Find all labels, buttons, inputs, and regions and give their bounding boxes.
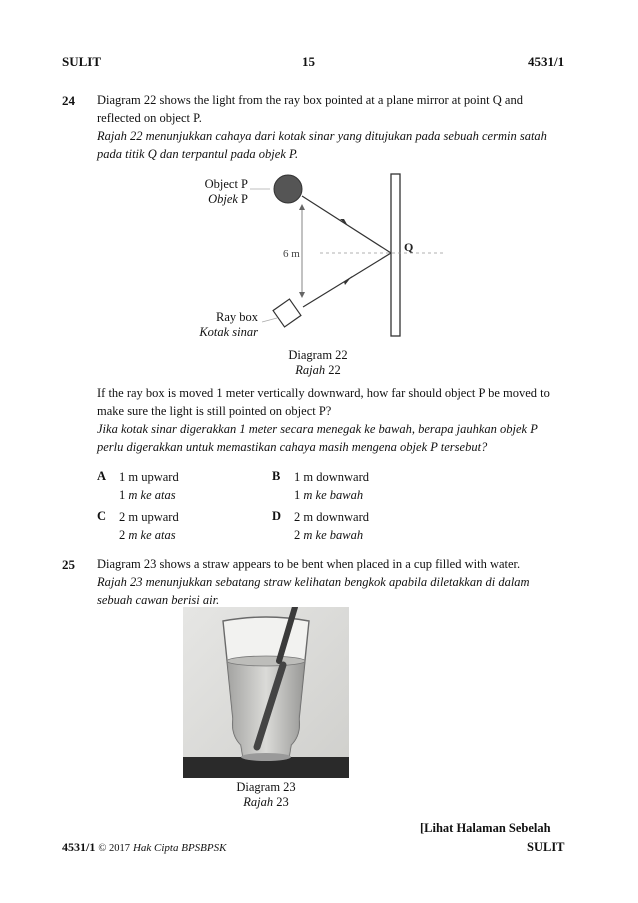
option-a-ms-num: 1 [119,488,126,502]
option-b-letter: B [272,469,281,483]
question-en-line-1: If the ray box is moved 1 meter vertically downward, how far should object P be moved to [97,386,550,400]
option-d-ms: m ke bawah [303,528,364,542]
ray-box-label-ms: Kotak sinar [199,325,258,339]
object-p-label-en: Object P [204,177,248,191]
water-surface [227,656,305,666]
plane-mirror [391,174,400,336]
option-b-en: 1 m downward [294,470,369,484]
stem-en-line-2: reflected on object P. [97,111,202,125]
option-d-letter: D [272,509,282,523]
question-25-number: 25 [62,557,75,572]
distance-arrow-up [299,204,305,210]
diagram-23-caption [216,780,316,810]
object-p-label-ms: Objek [208,192,238,206]
footer-publisher: Hak Cipta BPSBPSK [132,842,227,854]
footer-copyright: © 2017 [98,843,130,854]
object-p-label [186,177,248,207]
option-a-en: 1 m upward [119,470,179,484]
stem-en-line-1: Diagram 22 shows the light from the ray box pointed at a plane mirror at point Q and [97,93,523,107]
option-c-ms: m ke atas [128,528,176,542]
option-c-text [119,508,259,544]
option-b-text [294,468,434,504]
footer-left [62,840,226,855]
question-24-stem [97,91,567,163]
ray-box-leader [262,318,277,322]
q25-stem-ms-line-2: sebuah cawan berisi air. [97,593,220,607]
option-b-ms-num: 1 [294,488,301,502]
object-p-label-letter: P [241,192,248,206]
question-en-line-2: make sure the light is still pointed on object P? [97,404,332,418]
ray-box [273,299,301,327]
diagram-22 [240,168,450,348]
caption-ms-num: 22 [328,363,341,377]
stem-ms-line-1: Rajah 22 menunjukkan cahaya dari kotak sinar yang ditujukan pada sebuah cermin satah [97,129,547,143]
option-d-ms-num: 2 [294,528,301,542]
next-page-note: [Lihat Halaman Sebelah [420,821,551,835]
diagram-22-caption [268,348,368,378]
footer-sulit: SULIT [527,840,565,854]
option-c-letter: C [97,509,107,523]
caption-ms-word: Rajah [295,363,326,377]
q25-stem-en: Diagram 23 shows a straw appears to be bent when placed in a cup filled with water. [97,557,521,571]
header-right: 4531/1 [528,54,565,69]
question-25-stem [97,555,567,609]
caption-en: Diagram 22 [288,348,348,362]
point-q-label: Q [404,240,414,254]
diagram-23-photo [183,607,349,778]
footer-code: 4531/1 [62,840,96,854]
option-d-text [294,508,434,544]
distance-arrow-down [299,292,305,298]
object-p [274,175,302,203]
q25-stem-ms-line-1: Rajah 23 menunjukkan sebatang straw kelihatan bengkok apabila diletakkan di dalam [97,575,530,589]
option-d-en: 2 m downward [294,510,369,524]
diagram-23-caption-ms-word: Rajah [243,795,274,809]
question-ms-line-2: perlu digerakkan untuk memastikan cahaya masih mengena objek P tersebut? [97,440,488,454]
option-b-ms: m ke bawah [303,488,364,502]
ray-box-label-en: Ray box [215,310,258,324]
question-ms-line-1: Jika kotak sinar digerakkan 1 meter secara menegak ke bawah, berapa jauhkan objek P [97,422,538,436]
stem-ms-line-2: pada titik Q dan terpantul pada objek P. [97,147,299,161]
diagram-23-caption-en: Diagram 23 [236,780,296,794]
header-left: SULIT [62,54,102,69]
option-a-ms: m ke atas [128,488,176,502]
option-a-letter: A [97,469,107,483]
option-c-en: 2 m upward [119,510,179,524]
diagram-23-caption-ms-num: 23 [276,795,289,809]
ray-box-label [170,310,258,340]
question-24-number: 24 [62,93,75,108]
option-a-text [119,468,259,504]
question-24-body [97,384,567,456]
page-number: 15 [302,54,315,69]
option-c-ms-num: 2 [119,528,126,542]
distance-label: 6 m [283,248,300,260]
glass-base [241,753,291,761]
